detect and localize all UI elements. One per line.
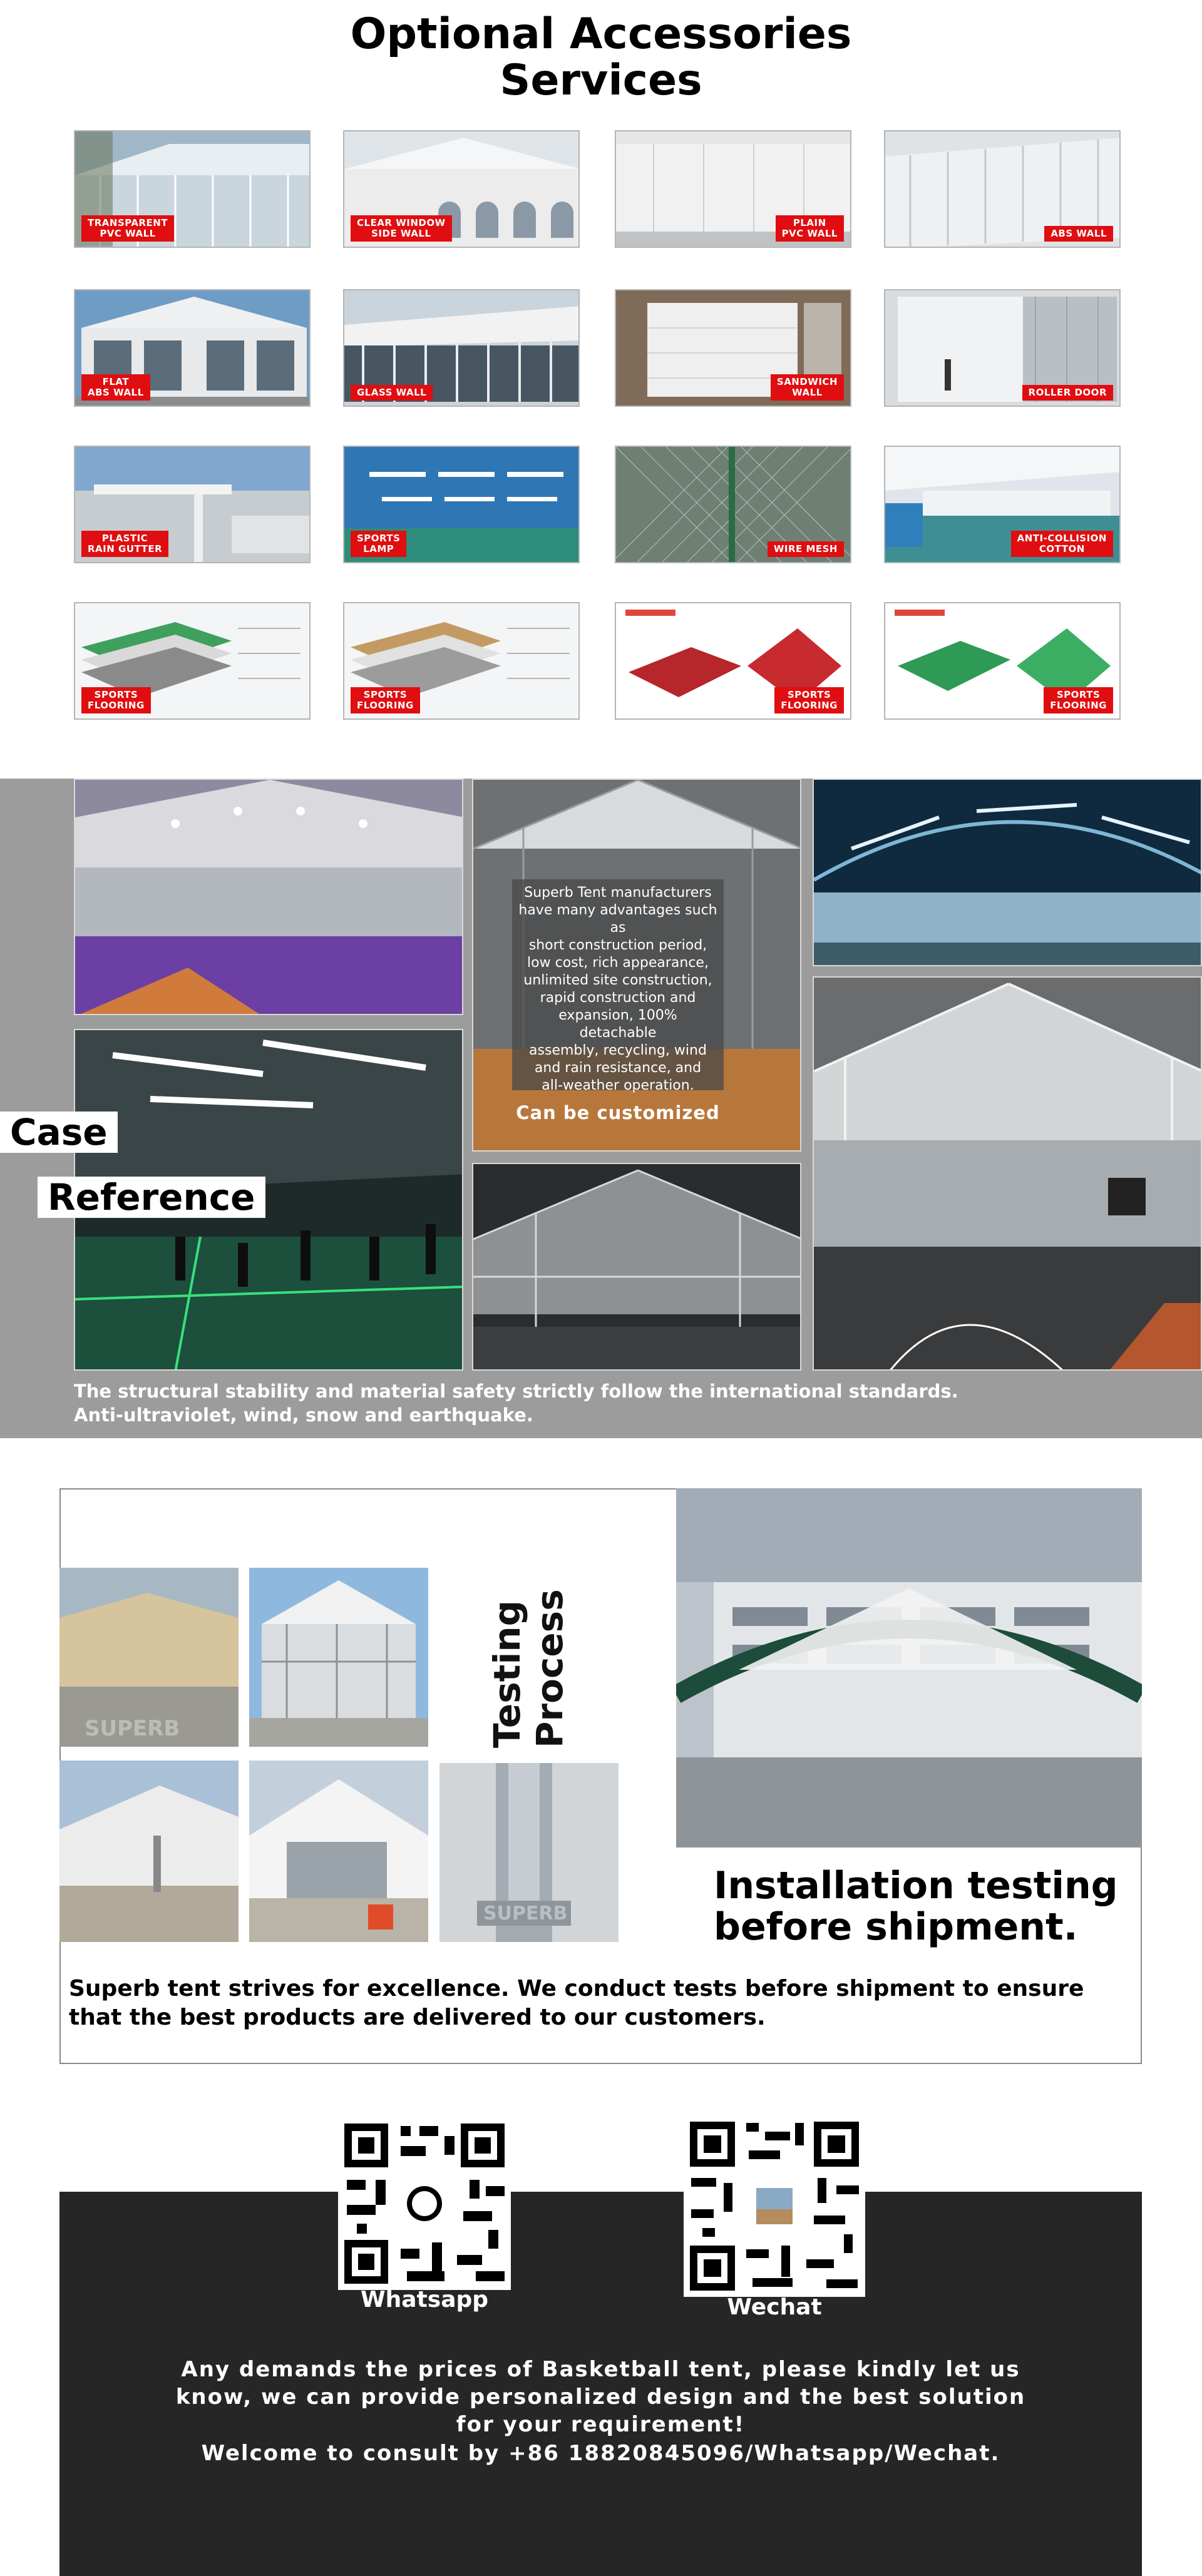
tile-sports-lamp [343, 446, 580, 563]
case-photo-art [814, 978, 1202, 1371]
wechat-qr-code [684, 2115, 865, 2297]
installation-heading-line1: Installation testing [714, 1864, 1118, 1908]
wechat-label: Wechat [727, 2294, 822, 2320]
qr-pattern [338, 2117, 511, 2290]
tile-label: ROLLER DOOR [1022, 385, 1113, 401]
installation-testing-heading [714, 1865, 1118, 1948]
testing-watermark-2: SUPERB [483, 1903, 568, 1924]
standards-note [74, 1379, 1138, 1427]
tile-label: FLAT ABS WALL [81, 374, 150, 401]
advantages-text: Superb Tent manufacturers have many advantages such as short construction period, low cost, rich appearance, unlimited site construction, rapid construction and expansion, 100% detachable assembly, recycling, wind and rain resistance, and all-weather operation. [518, 885, 717, 1093]
tile-label: SPORTS FLOORING [81, 687, 151, 713]
case-photo-steel-structure [472, 1163, 801, 1371]
case-photo-art [814, 780, 1202, 966]
tile-label: SPORTS LAMP [351, 531, 406, 557]
testing-photo-5 [439, 1763, 619, 1942]
testing-description: Superb tent strives for excellence. We conduct tests before shipment to ensure that the best products are delivered to our customers. [69, 1976, 1084, 2030]
whatsapp-label: Whatsapp [360, 2287, 489, 2313]
tile-label: PLAIN PVC WALL [776, 215, 844, 242]
case-photo-art [75, 780, 463, 1015]
testing-photo-1 [59, 1568, 239, 1747]
tile-transparent-pvc-wall [74, 130, 311, 248]
contact-message: Any demands the prices of Basketball tent, please kindly let us know, we can provide personalized design and the best solution for your requirement! [175, 2357, 1026, 2437]
testing-photo-4 [249, 1761, 428, 1942]
testing-photo-art [676, 1488, 1142, 1848]
testing-photo-art [249, 1568, 428, 1747]
tile-label: PLASTIC RAIN GUTTER [81, 531, 168, 557]
tile-label: SANDWICH WALL [771, 374, 844, 401]
tile-label: GLASS WALL [351, 385, 433, 401]
case-photo-grey-arena [813, 976, 1202, 1371]
testing-photo-art [249, 1761, 428, 1942]
tile-anti-collision-cotton [884, 446, 1121, 563]
whatsapp-qr-code [338, 2117, 511, 2290]
process-word: Process [528, 1589, 571, 1748]
accessories-title-line1: Optional Accessories [350, 9, 852, 59]
tile-label: WIRE MESH [768, 541, 844, 557]
tile-wire-mesh [615, 446, 851, 563]
testing-process-vertical-heading [486, 1589, 576, 1749]
contact-welcome: Welcome to consult by +86 18820845096/Whatsapp/Wechat. [201, 2441, 1000, 2466]
testing-photo-main [676, 1488, 1142, 1848]
tile-plastic-rain-gutter [74, 446, 311, 563]
testing-photo-3 [59, 1761, 239, 1942]
tile-label: SPORTS FLOORING [1044, 687, 1113, 713]
case-chip: Case [0, 1112, 118, 1153]
tile-glass-wall [343, 289, 580, 407]
customized-tagline: Can be customized [516, 1102, 720, 1123]
standards-note-line1: The structural stability and material safety strictly follow the international standards. [74, 1381, 958, 1402]
tile-label: SPORTS FLOORING [774, 687, 844, 713]
tile-label: SPORTS FLOORING [351, 687, 420, 713]
tile-label: CLEAR WINDOW SIDE WALL [351, 215, 452, 242]
accessories-title [0, 11, 1202, 104]
tile-label: TRANSPARENT PVC WALL [81, 215, 174, 242]
reference-chip: Reference [38, 1177, 265, 1218]
tile-clear-window-side-wall [343, 130, 580, 248]
testing-photo-art [59, 1761, 239, 1942]
tile-sandwich-wall [615, 289, 851, 407]
case-photo-art [473, 1164, 801, 1371]
testing-photo-2 [249, 1568, 428, 1747]
tile-sports-flooring-1 [74, 602, 311, 720]
testing-word: Testing [486, 1600, 528, 1748]
case-photo-blue-arena [813, 779, 1202, 966]
tile-roller-door [884, 289, 1121, 407]
tile-flat-abs-wall [74, 289, 311, 407]
installation-heading-line2: before shipment. [714, 1905, 1078, 1949]
tile-abs-wall [884, 130, 1121, 248]
tile-label: ANTI-COLLISION COTTON [1011, 531, 1113, 557]
testing-photo-art [59, 1568, 239, 1747]
accessories-title-line2: Services [500, 56, 702, 105]
tile-label: ABS WALL [1044, 226, 1113, 242]
testing-watermark-1: SUPERB [85, 1716, 180, 1741]
qr-pattern [684, 2115, 865, 2297]
tile-plain-pvc-wall [615, 130, 851, 248]
case-photo-purple-court [74, 779, 463, 1015]
testing-photo-art [439, 1763, 619, 1942]
tile-sports-flooring-2 [343, 602, 580, 720]
tile-sports-flooring-3 [615, 602, 851, 720]
tile-sports-flooring-4 [884, 602, 1121, 720]
advantages-overlay [512, 879, 724, 1123]
standards-note-line2: Anti-ultraviolet, wind, snow and earthquake. [74, 1404, 533, 1426]
